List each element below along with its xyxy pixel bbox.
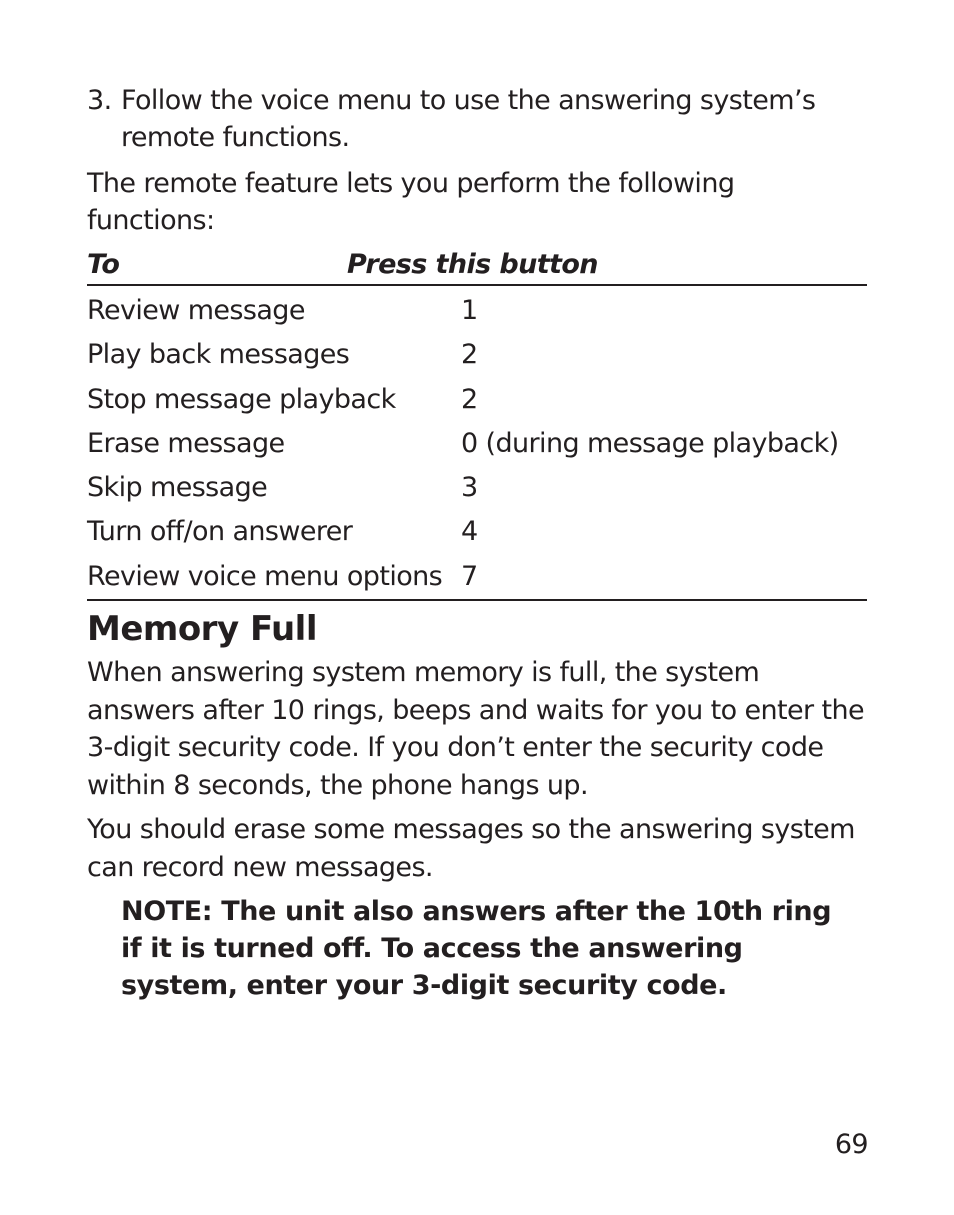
row-button: 1 xyxy=(461,295,478,326)
row-button: 7 xyxy=(461,560,478,592)
row-button: 4 xyxy=(461,516,478,548)
table-body xyxy=(87,286,867,601)
remote-feature-intro: The remote feature lets you perform the following functions: xyxy=(87,168,735,236)
memory-full-paragraph-2: You should erase some messages so the answering system can record new messages. xyxy=(87,814,855,883)
row-action: Play back messages xyxy=(87,339,350,371)
table-row xyxy=(87,510,867,554)
row-action: Review voice menu options xyxy=(87,560,443,592)
row-action: Erase message xyxy=(87,427,285,459)
row-button: 0 (during message playback) xyxy=(461,427,839,459)
row-action: Stop message playback xyxy=(87,383,396,415)
step-3 xyxy=(87,82,867,156)
row-action: Review message xyxy=(87,295,305,326)
table-header xyxy=(87,247,867,286)
step-number: 3. xyxy=(87,85,112,116)
row-button: 2 xyxy=(461,383,478,415)
table-row xyxy=(87,289,867,333)
table-row xyxy=(87,555,867,599)
row-action: Turn off/on answerer xyxy=(87,516,353,548)
memory-full-note: NOTE: The unit also answers after the 10th ring if it is turned off. To access the answering system, enter your 3-digit security code. xyxy=(121,896,832,1002)
memory-full-paragraph-1: When answering system memory is full, the system answers after 10 rings, beeps and waits for you to enter the 3-digit security code. If you don’t enter the security code within 8 seconds, the phone hangs up. xyxy=(87,657,865,801)
header-press-button: Press this button xyxy=(347,249,598,280)
manual-page-content xyxy=(87,82,867,1004)
row-button: 2 xyxy=(461,339,478,371)
row-button: 3 xyxy=(461,472,478,504)
table-row xyxy=(87,378,867,422)
row-action: Skip message xyxy=(87,472,268,504)
header-to: To xyxy=(87,249,120,280)
memory-full-heading: Memory Full xyxy=(87,609,317,650)
table-row xyxy=(87,466,867,510)
table-row xyxy=(87,422,867,466)
table-row xyxy=(87,333,867,377)
remote-functions-table xyxy=(87,247,867,601)
page-number: 69 xyxy=(834,1129,868,1160)
step-text: Follow the voice menu to use the answering system’s remote functions. xyxy=(121,85,816,153)
